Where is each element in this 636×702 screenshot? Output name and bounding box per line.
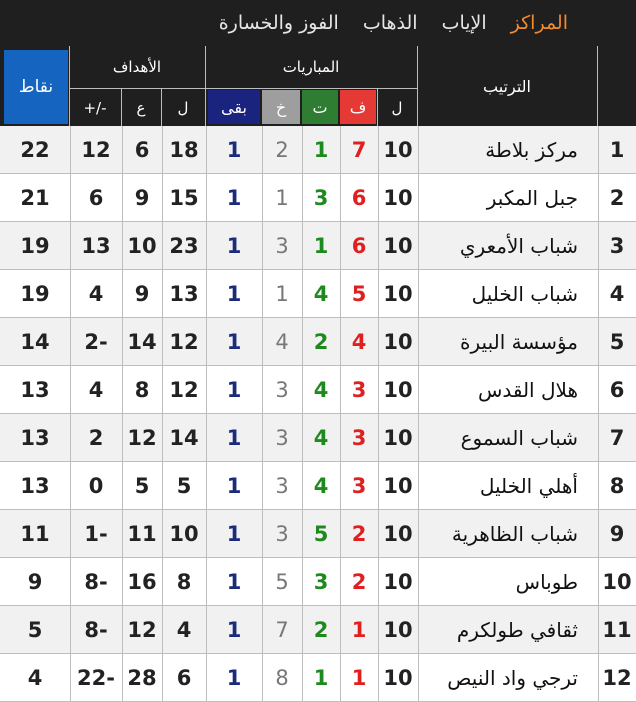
team-name-cell: شباب الأمعري [459,234,578,258]
column-divider [70,606,71,654]
column-divider [122,270,123,318]
column-divider [598,414,599,462]
rank-cell: 3 [609,234,625,258]
goals-against-cell: 9 [134,282,150,306]
remaining-cell: 1 [226,234,242,258]
rank-cell: 11 [602,618,632,642]
column-divider [262,366,263,414]
tab-second-leg[interactable]: الإياب [441,12,487,34]
tab-first-leg[interactable]: الذهاب [362,12,418,34]
column-divider [122,510,123,558]
column-divider [70,318,71,366]
column-divider [262,606,263,654]
column-divider [418,654,419,702]
goal-diff-cell: 8- [84,618,108,642]
column-divider [378,126,379,174]
column-divider [162,606,163,654]
table-row[interactable] [0,558,636,606]
column-divider [378,510,379,558]
draw-cell: 4 [313,426,329,450]
won-cell: 2 [351,570,367,594]
header-divider [121,88,122,126]
goals-against-cell: 8 [134,378,150,402]
column-divider [162,174,163,222]
points-cell: 22 [20,138,50,162]
goals-for-cell: 6 [176,666,192,690]
goal-diff-cell: 22- [77,666,115,690]
team-name-cell: هلال القدس [477,378,578,402]
goals-group-header: الأهداف [112,58,162,76]
lost-cell: 3 [275,426,289,450]
draw-cell: 1 [313,234,329,258]
team-name-cell: مؤسسة البيرة [460,330,578,354]
column-divider [162,654,163,702]
column-divider [262,654,263,702]
column-divider [378,654,379,702]
column-divider [70,510,71,558]
column-divider [340,126,341,174]
column-divider [302,558,303,606]
points-cell: 9 [27,570,43,594]
column-divider [262,414,263,462]
column-divider [302,222,303,270]
table-row[interactable] [0,510,636,558]
draw-cell: 5 [313,522,329,546]
goal-diff-cell: 8- [84,570,108,594]
goals-for-cell: 5 [176,474,192,498]
column-divider [340,606,341,654]
points-cell: 14 [20,330,50,354]
table-row[interactable] [0,366,636,414]
tab-standings[interactable]: المراكز [510,12,568,34]
tab-bar [0,0,636,46]
column-divider [262,222,263,270]
table-row[interactable] [0,174,636,222]
table-header [0,46,636,126]
remaining-cell: 1 [226,138,242,162]
column-divider [206,510,207,558]
draw-header: ت [302,90,338,124]
goals-against-cell: 10 [127,234,157,258]
goals-for-cell: 12 [169,378,199,402]
won-cell: 2 [351,522,367,546]
column-divider [70,462,71,510]
column-divider [302,174,303,222]
lost-cell: 4 [275,330,289,354]
column-divider [70,414,71,462]
column-divider [340,558,341,606]
column-divider [122,654,123,702]
column-divider [162,126,163,174]
goal-diff-cell: 13 [81,234,111,258]
column-divider [378,606,379,654]
table-row[interactable] [0,270,636,318]
played-cell: 10 [383,522,413,546]
header-divider [377,88,378,126]
column-divider [206,270,207,318]
played-cell: 10 [383,330,413,354]
won-cell: 7 [351,138,367,162]
remaining-cell: 1 [226,378,242,402]
column-divider [418,462,419,510]
goals-against-cell: 16 [127,570,157,594]
won-cell: 5 [351,282,367,306]
goals-for-cell: 8 [176,570,192,594]
won-header: ف [340,90,376,124]
lost-cell: 1 [275,282,289,306]
remaining-cell: 1 [226,330,242,354]
won-cell: 4 [351,330,367,354]
won-cell: 3 [351,426,367,450]
column-divider [206,606,207,654]
column-divider [122,414,123,462]
won-cell: 3 [351,378,367,402]
team-name-cell: أهلي الخليل [479,474,578,498]
column-divider [340,270,341,318]
column-divider [122,222,123,270]
column-divider [206,654,207,702]
goal-diff-cell: 1- [84,522,108,546]
column-divider [598,510,599,558]
played-cell: 10 [383,186,413,210]
header-divider [161,88,162,126]
played-cell: 10 [383,138,413,162]
column-divider [378,462,379,510]
column-divider [340,366,341,414]
goals-against-cell: 9 [134,186,150,210]
table-row[interactable] [0,414,636,462]
column-divider [206,462,207,510]
goal-diff-cell: 12 [81,138,111,162]
draw-cell: 2 [313,330,329,354]
goals-for-cell: 10 [169,522,199,546]
column-divider [162,462,163,510]
column-divider [598,462,599,510]
column-divider [122,558,123,606]
column-divider [340,222,341,270]
goal-diff-cell: 2 [88,426,104,450]
team-name-cell: ترجي واد النيص [447,666,578,690]
column-divider [302,126,303,174]
played-cell: 10 [383,618,413,642]
rank-cell: 4 [609,282,625,306]
goals-against-header: ع [136,99,146,117]
table-row[interactable] [0,318,636,366]
rank-cell: 2 [609,186,625,210]
column-divider [598,558,599,606]
goal-diff-cell: 4 [88,282,104,306]
team-name-cell: شباب الخليل [471,282,578,306]
column-divider [340,318,341,366]
column-divider [378,174,379,222]
column-divider [122,126,123,174]
column-divider [262,462,263,510]
column-divider [70,270,71,318]
column-divider [70,174,71,222]
column-divider [378,414,379,462]
lost-cell: 8 [275,666,289,690]
table-row[interactable] [0,606,636,654]
played-cell: 10 [383,570,413,594]
lost-cell: 1 [275,186,289,210]
table-row[interactable] [0,222,636,270]
column-divider [378,318,379,366]
played-cell: 10 [383,474,413,498]
column-divider [122,318,123,366]
column-divider [70,558,71,606]
column-divider [262,126,263,174]
rank-cell: 12 [602,666,632,690]
column-divider [598,222,599,270]
draw-cell: 1 [313,666,329,690]
goals-for-header: ل [177,99,189,117]
column-divider [122,606,123,654]
column-divider [70,654,71,702]
header-divider [70,88,417,89]
column-divider [418,558,419,606]
draw-cell: 4 [313,282,329,306]
table-row[interactable] [0,126,636,174]
remaining-cell: 1 [226,186,242,210]
column-divider [340,414,341,462]
column-divider [302,318,303,366]
won-cell: 1 [351,666,367,690]
header-divider [597,46,598,126]
column-divider [418,606,419,654]
rank-cell: 8 [609,474,625,498]
points-cell: 19 [20,282,50,306]
column-divider [418,270,419,318]
rank-cell: 6 [609,378,625,402]
column-divider [302,654,303,702]
team-name-cell: شباب السموع [460,426,578,450]
remaining-cell: 1 [226,666,242,690]
tab-win-loss[interactable]: الفوز والخسارة [218,12,339,34]
column-divider [302,414,303,462]
goals-against-cell: 5 [134,474,150,498]
remaining-header: بقى [208,90,260,124]
header-divider [69,46,70,126]
won-cell: 3 [351,474,367,498]
draw-cell: 3 [313,186,329,210]
points-cell: 13 [20,426,50,450]
points-cell: 19 [20,234,50,258]
column-divider [418,174,419,222]
goals-against-cell: 14 [127,330,157,354]
column-divider [122,174,123,222]
column-divider [418,366,419,414]
played-cell: 10 [383,378,413,402]
draw-cell: 4 [313,474,329,498]
column-divider [302,462,303,510]
lost-cell: 3 [275,234,289,258]
team-name-cell: جبل المكبر [486,186,578,210]
draw-cell: 3 [313,570,329,594]
goals-for-cell: 14 [169,426,199,450]
column-divider [418,510,419,558]
column-divider [162,414,163,462]
header-divider [205,46,206,126]
points-cell: 21 [20,186,50,210]
column-divider [378,558,379,606]
column-divider [340,654,341,702]
draw-cell: 4 [313,378,329,402]
points-header: نقاط [4,50,68,124]
column-divider [418,126,419,174]
lost-cell: 7 [275,618,289,642]
column-divider [162,510,163,558]
column-divider [206,366,207,414]
column-divider [340,462,341,510]
column-divider [162,270,163,318]
goal-diff-cell: 6 [88,186,104,210]
goals-against-cell: 28 [127,666,157,690]
points-cell: 13 [20,378,50,402]
remaining-cell: 1 [226,282,242,306]
column-divider [70,222,71,270]
header-divider [417,46,418,126]
remaining-cell: 1 [226,522,242,546]
lost-cell: 2 [275,138,289,162]
matches-group-header: المباريات [282,58,340,76]
remaining-cell: 1 [226,618,242,642]
played-header: ل [391,99,403,117]
team-name-cell: مركز بلاطة [485,138,578,162]
points-cell: 5 [27,618,43,642]
goal-diff-cell: 0 [88,474,104,498]
team-name-cell: شباب الظاهرية [451,522,578,546]
rank-cell: 7 [609,426,625,450]
rank-cell: 10 [602,570,632,594]
won-cell: 6 [351,186,367,210]
goal-diff-header: +/- [83,99,107,117]
column-divider [162,222,163,270]
column-divider [302,270,303,318]
column-divider [378,222,379,270]
goals-for-cell: 23 [169,234,199,258]
column-divider [262,318,263,366]
column-divider [378,270,379,318]
points-cell: 4 [27,666,43,690]
column-divider [598,270,599,318]
column-divider [162,318,163,366]
rank-cell: 1 [609,138,625,162]
column-divider [206,222,207,270]
column-divider [70,366,71,414]
column-divider [598,654,599,702]
column-divider [206,414,207,462]
lost-cell: 3 [275,522,289,546]
column-divider [262,558,263,606]
column-divider [206,174,207,222]
goals-against-cell: 6 [134,138,150,162]
column-divider [302,510,303,558]
rank-cell: 9 [609,522,625,546]
column-divider [122,462,123,510]
points-cell: 11 [20,522,50,546]
played-cell: 10 [383,666,413,690]
team-name-cell: طوباس [515,570,578,594]
goals-against-cell: 12 [127,618,157,642]
column-divider [340,174,341,222]
lost-header: خ [262,90,300,124]
goals-for-cell: 4 [176,618,192,642]
remaining-cell: 1 [226,570,242,594]
draw-cell: 1 [313,138,329,162]
column-divider [262,174,263,222]
goals-for-cell: 18 [169,138,199,162]
column-divider [206,558,207,606]
column-divider [162,558,163,606]
lost-cell: 5 [275,570,289,594]
draw-cell: 2 [313,618,329,642]
column-divider [598,126,599,174]
column-divider [418,222,419,270]
column-divider [262,510,263,558]
goal-diff-cell: 2- [84,330,108,354]
column-divider [206,318,207,366]
column-divider [122,366,123,414]
column-divider [418,414,419,462]
table-row[interactable] [0,654,636,702]
column-divider [378,366,379,414]
goals-against-cell: 11 [127,522,157,546]
column-divider [598,366,599,414]
column-divider [302,606,303,654]
column-divider [262,270,263,318]
column-divider [598,318,599,366]
rank-header: الترتيب [483,76,531,96]
lost-cell: 3 [275,378,289,402]
column-divider [340,510,341,558]
lost-cell: 3 [275,474,289,498]
team-name-cell: ثقافي طولكرم [456,618,578,642]
rank-cell: 5 [609,330,625,354]
column-divider [206,126,207,174]
goals-for-cell: 12 [169,330,199,354]
goals-against-cell: 12 [127,426,157,450]
remaining-cell: 1 [226,426,242,450]
column-divider [162,366,163,414]
column-divider [302,366,303,414]
goals-for-cell: 13 [169,282,199,306]
column-divider [70,126,71,174]
goal-diff-cell: 4 [88,378,104,402]
points-cell: 13 [20,474,50,498]
won-cell: 1 [351,618,367,642]
won-cell: 6 [351,234,367,258]
column-divider [598,174,599,222]
played-cell: 10 [383,426,413,450]
played-cell: 10 [383,234,413,258]
played-cell: 10 [383,282,413,306]
table-row[interactable] [0,462,636,510]
remaining-cell: 1 [226,474,242,498]
column-divider [418,318,419,366]
goals-for-cell: 15 [169,186,199,210]
column-divider [598,606,599,654]
